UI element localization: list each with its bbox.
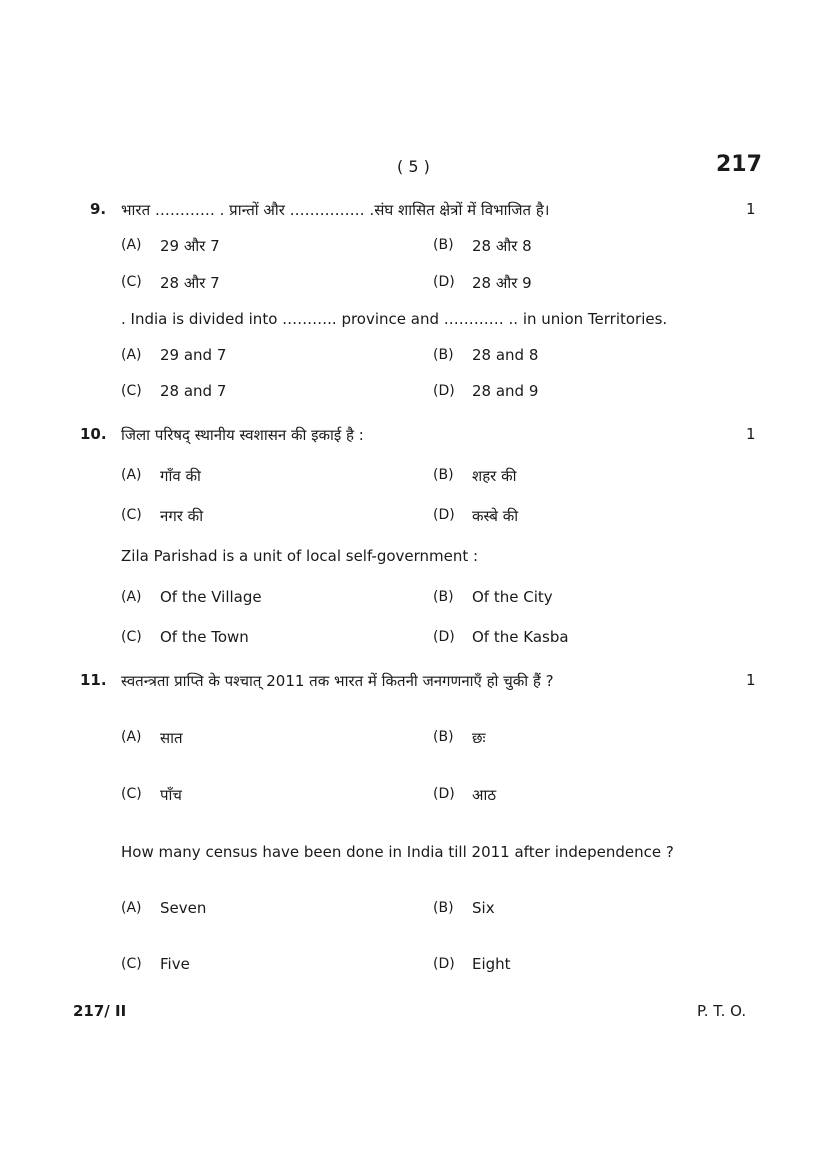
question-text-hindi: जिला परिषद् स्थानीय स्वशासन की इकाई है : <box>121 426 364 444</box>
option-letter: (C) <box>121 629 142 645</box>
option-text: Of the Town <box>160 628 249 646</box>
option-letter: (B) <box>433 467 454 483</box>
footer-pto: P. T. O. <box>697 1002 747 1020</box>
option-letter: (B) <box>433 347 454 363</box>
option-text: पाँच <box>160 786 182 804</box>
option-letter: (C) <box>121 956 142 972</box>
option-text: नगर की <box>160 507 204 525</box>
question-marks: 1 <box>746 200 756 218</box>
option-letter: (A) <box>121 589 142 605</box>
option-text: Of the Kasba <box>472 628 569 646</box>
option-text: 28 और 8 <box>472 237 532 255</box>
option-letter: (D) <box>433 274 455 290</box>
option-letter: (A) <box>121 467 142 483</box>
option-letter: (A) <box>121 237 142 253</box>
option-text: शहर की <box>472 467 517 485</box>
option-letter: (D) <box>433 629 455 645</box>
option-text: 28 और 7 <box>160 274 220 292</box>
option-text: 28 and 7 <box>160 382 227 400</box>
option-letter: (D) <box>433 956 455 972</box>
option-letter: (A) <box>121 347 142 363</box>
option-letter: (A) <box>121 729 142 745</box>
option-text: छः <box>472 729 486 747</box>
question-marks: 1 <box>746 425 756 443</box>
option-letter: (A) <box>121 900 142 916</box>
option-text: Of the Village <box>160 588 262 606</box>
footer-paper-id: 217/ II <box>73 1002 127 1020</box>
option-letter: (D) <box>433 383 455 399</box>
option-letter: (B) <box>433 237 454 253</box>
option-text: 28 and 8 <box>472 346 539 364</box>
option-text: गाँव की <box>160 467 201 485</box>
option-text: आठ <box>472 786 497 804</box>
question-text-hindi: भारत ………… . प्रान्तों और …………… .संघ शासित क्षेत्रों में विभाजित है। <box>121 201 550 219</box>
question-marks: 1 <box>746 671 756 689</box>
question-text-english: Zila Parishad is a unit of local self-government : <box>121 547 479 565</box>
question-number: 10. <box>80 425 107 443</box>
option-letter: (C) <box>121 507 142 523</box>
option-text: 28 and 9 <box>472 382 539 400</box>
option-letter: (D) <box>433 786 455 802</box>
option-letter: (B) <box>433 729 454 745</box>
option-letter: (B) <box>433 589 454 605</box>
option-text: Eight <box>472 955 511 973</box>
paper-code: 217 <box>716 152 762 177</box>
page-number: ( 5 ) <box>397 157 430 176</box>
option-text: 29 और 7 <box>160 237 220 255</box>
option-text: Five <box>160 955 190 973</box>
option-letter: (C) <box>121 274 142 290</box>
question-text-english: How many census have been done in India till 2011 after independence ? <box>121 843 674 861</box>
option-text: Seven <box>160 899 207 917</box>
option-letter: (B) <box>433 900 454 916</box>
question-number: 11. <box>80 671 107 689</box>
question-text-hindi: स्वतन्त्रता प्राप्ति के पश्चात् 2011 तक भारत में कितनी जनगणनाएँ हो चुकी हैं ? <box>121 672 554 690</box>
option-letter: (C) <box>121 786 142 802</box>
option-text: सात <box>160 729 183 747</box>
option-text: 29 and 7 <box>160 346 227 364</box>
option-text: Of the City <box>472 588 553 606</box>
question-text-english: . India is divided into ……….. province and ………… .. in union Territories. <box>121 310 668 328</box>
option-text: Six <box>472 899 495 917</box>
option-letter: (D) <box>433 507 455 523</box>
option-text: 28 और 9 <box>472 274 532 292</box>
option-text: कस्बे की <box>472 507 519 525</box>
option-letter: (C) <box>121 383 142 399</box>
question-number: 9. <box>90 200 107 218</box>
